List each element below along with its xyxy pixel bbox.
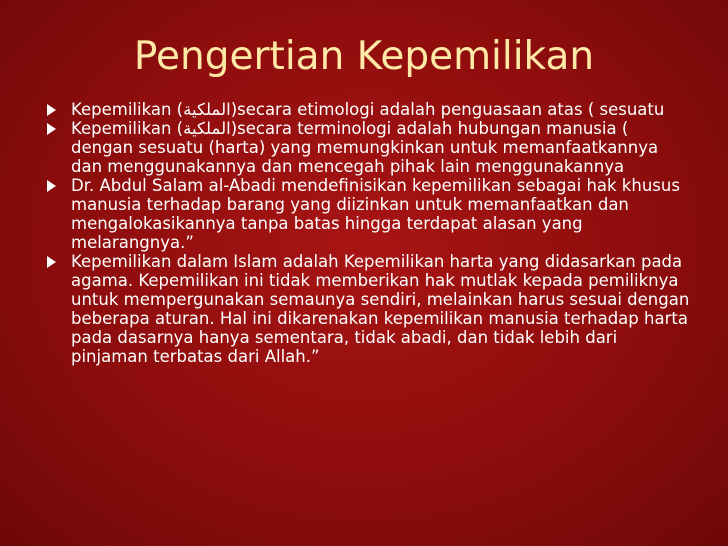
- bullet-arrow-icon: [47, 123, 56, 135]
- bullet-item: [44, 100, 694, 119]
- bullet-item: [44, 252, 694, 366]
- bullet-text: Kepemilikan dalam Islam adalah Kepemilikan harta yang didasarkan pada agama. Kepemilikan ini tidak memberikan hak mutlak kepada pemiliknya untuk mempergunakan semaunya sendiri, melainkan harus sesuai dengan beberapa aturan. Hal ini dikarenakan kepemilikan manusia terhadap harta pada dasarnya hanya sementara, tidak abadi, dan tidak lebih dari pinjaman terbatas dari Allah.”: [71, 252, 690, 366]
- bullet-text: Kepemilikan (الملكية)secara etimologi adalah penguasaan atas ( sesuatu: [71, 100, 665, 119]
- bullet-arrow-icon: [47, 180, 56, 192]
- bullet-text: Kepemilikan (الملكية)secara terminologi adalah hubungan manusia ( dengan sesuatu (harta) yang memungkinkan untuk memanfaatkannya dan menggunakannya dan mencegah pihak lain menggunakannya: [71, 119, 659, 176]
- slide-title: Pengertian Kepemilikan: [133, 34, 595, 79]
- bullet-list: [44, 100, 694, 366]
- bullet-text: Dr. Abdul Salam al-Abadi mendefinisikan kepemilikan sebagai hak khusus manusia terhadap barang yang diizinkan untuk memanfaatkan dan mengalokasikannya tanpa batas hingga terdapat alasan yang melarangnya.”: [71, 176, 680, 252]
- bullet-arrow-icon: [47, 256, 56, 268]
- bullet-item: [44, 119, 694, 176]
- bullet-arrow-icon: [47, 104, 56, 116]
- bullet-item: [44, 176, 694, 252]
